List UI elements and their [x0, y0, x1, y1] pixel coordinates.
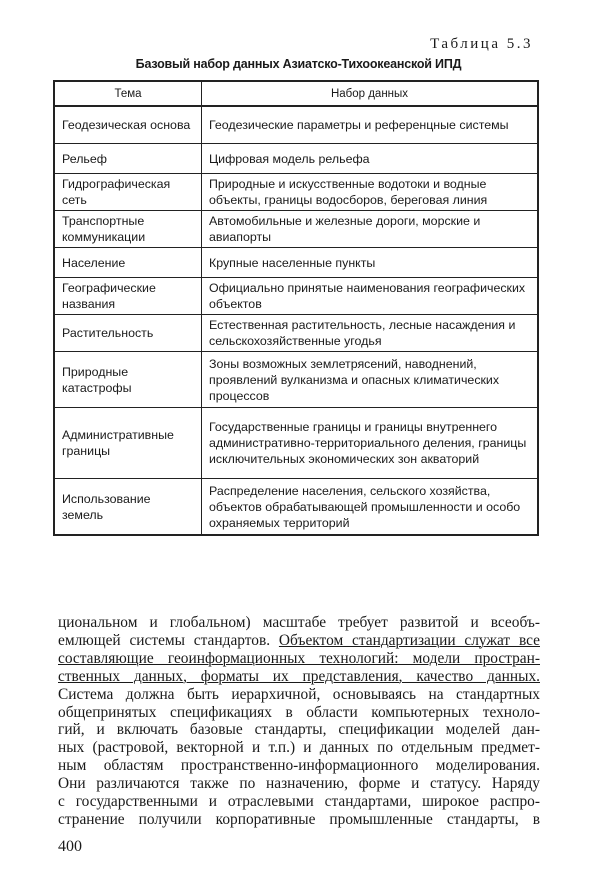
body-line: общепринятых спецификациях в области компьютерных техноло-	[58, 703, 540, 721]
row-dataset: Государственные границы и границы внутреннего административно-территориального деления, границы исключительных экономических зон акваторий	[202, 408, 539, 479]
table-row	[54, 408, 538, 479]
underlined-line: составляющие геоинформационных технологий: модели простран-	[58, 649, 540, 667]
table-row	[54, 144, 538, 174]
page-number: 400	[58, 838, 82, 855]
data-table	[53, 80, 539, 536]
body-paragraph	[58, 614, 540, 829]
row-theme: Административные границы	[54, 408, 202, 479]
table-row	[54, 248, 538, 278]
table-row	[54, 106, 538, 144]
row-theme: Гидрографическая сеть	[54, 174, 202, 211]
row-dataset: Естественная растительность, лесные насаждения и сельскохозяйственные угодья	[202, 315, 539, 352]
body-line: с государственными и отраслевыми стандартами, широкое распро-	[58, 793, 540, 811]
underlined-line: ственных данных, форматы их представления, качество данных.	[58, 667, 540, 685]
body-line: странение получили корпоративные промышленные стандарты, в	[58, 810, 540, 828]
row-dataset: Цифровая модель рельефа	[202, 144, 539, 174]
table-row	[54, 479, 538, 536]
body-line: ных (растровой, векторной и т.п.) и данных по отдельным предмет-	[58, 739, 540, 757]
table-row	[54, 174, 538, 211]
column-header-theme: Тема	[54, 81, 202, 106]
table-header-row	[54, 81, 538, 106]
row-theme: Природные катастрофы	[54, 352, 202, 408]
body-line: Они различаются также по назначению, форме и статусу. Наряду	[58, 775, 540, 793]
column-header-dataset: Набор данных	[202, 81, 539, 106]
row-theme: Геодезическая основа	[54, 106, 202, 144]
row-theme: Транспортные коммуникации	[54, 211, 202, 248]
row-theme: Географические названия	[54, 278, 202, 315]
row-theme: Население	[54, 248, 202, 278]
row-dataset: Автомобильные и железные дороги, морские и авиапорты	[202, 211, 539, 248]
table-row	[54, 278, 538, 315]
row-dataset: Природные и искусственные водотоки и водные объекты, границы водосборов, береговая линия	[202, 174, 539, 211]
row-dataset: Геодезические параметры и референцные системы	[202, 106, 539, 144]
row-theme: Использование земель	[54, 479, 202, 536]
row-theme: Растительность	[54, 315, 202, 352]
row-dataset: Зоны возможных землетрясений, наводнений, проявлений вулканизма и опасных климатических процессов	[202, 352, 539, 408]
body-line: ным областям пространственно-информационного моделирования.	[58, 757, 540, 775]
table-title: Базовый набор данных Азиатско-Тихоокеанской ИПД	[135, 57, 462, 71]
body-line: гий, и включать базовые стандарты, спецификации моделей дан-	[58, 721, 540, 739]
row-dataset: Распределение населения, сельского хозяйства, объектов обрабатывающей промышленности и особо охраняемых территорий	[202, 479, 539, 536]
table-row	[54, 315, 538, 352]
body-line: циональном и глобальном) масштабе требует развитой и всеобъ-	[58, 614, 540, 631]
row-theme: Рельеф	[54, 144, 202, 174]
table-row	[54, 352, 538, 408]
underlined-text: Объектом стандартизации служат все	[278, 631, 540, 649]
body-text-run: емлющей системы стандартов.	[58, 631, 279, 649]
body-line: Система должна быть иерархичной, основываясь на стандартных	[58, 685, 540, 703]
table-row	[54, 211, 538, 248]
body-line	[58, 632, 540, 650]
table-caption: Таблица 5.3	[430, 36, 533, 52]
row-dataset: Крупные населенные пункты	[202, 248, 539, 278]
row-dataset: Официально принятые наименования географических объектов	[202, 278, 539, 315]
